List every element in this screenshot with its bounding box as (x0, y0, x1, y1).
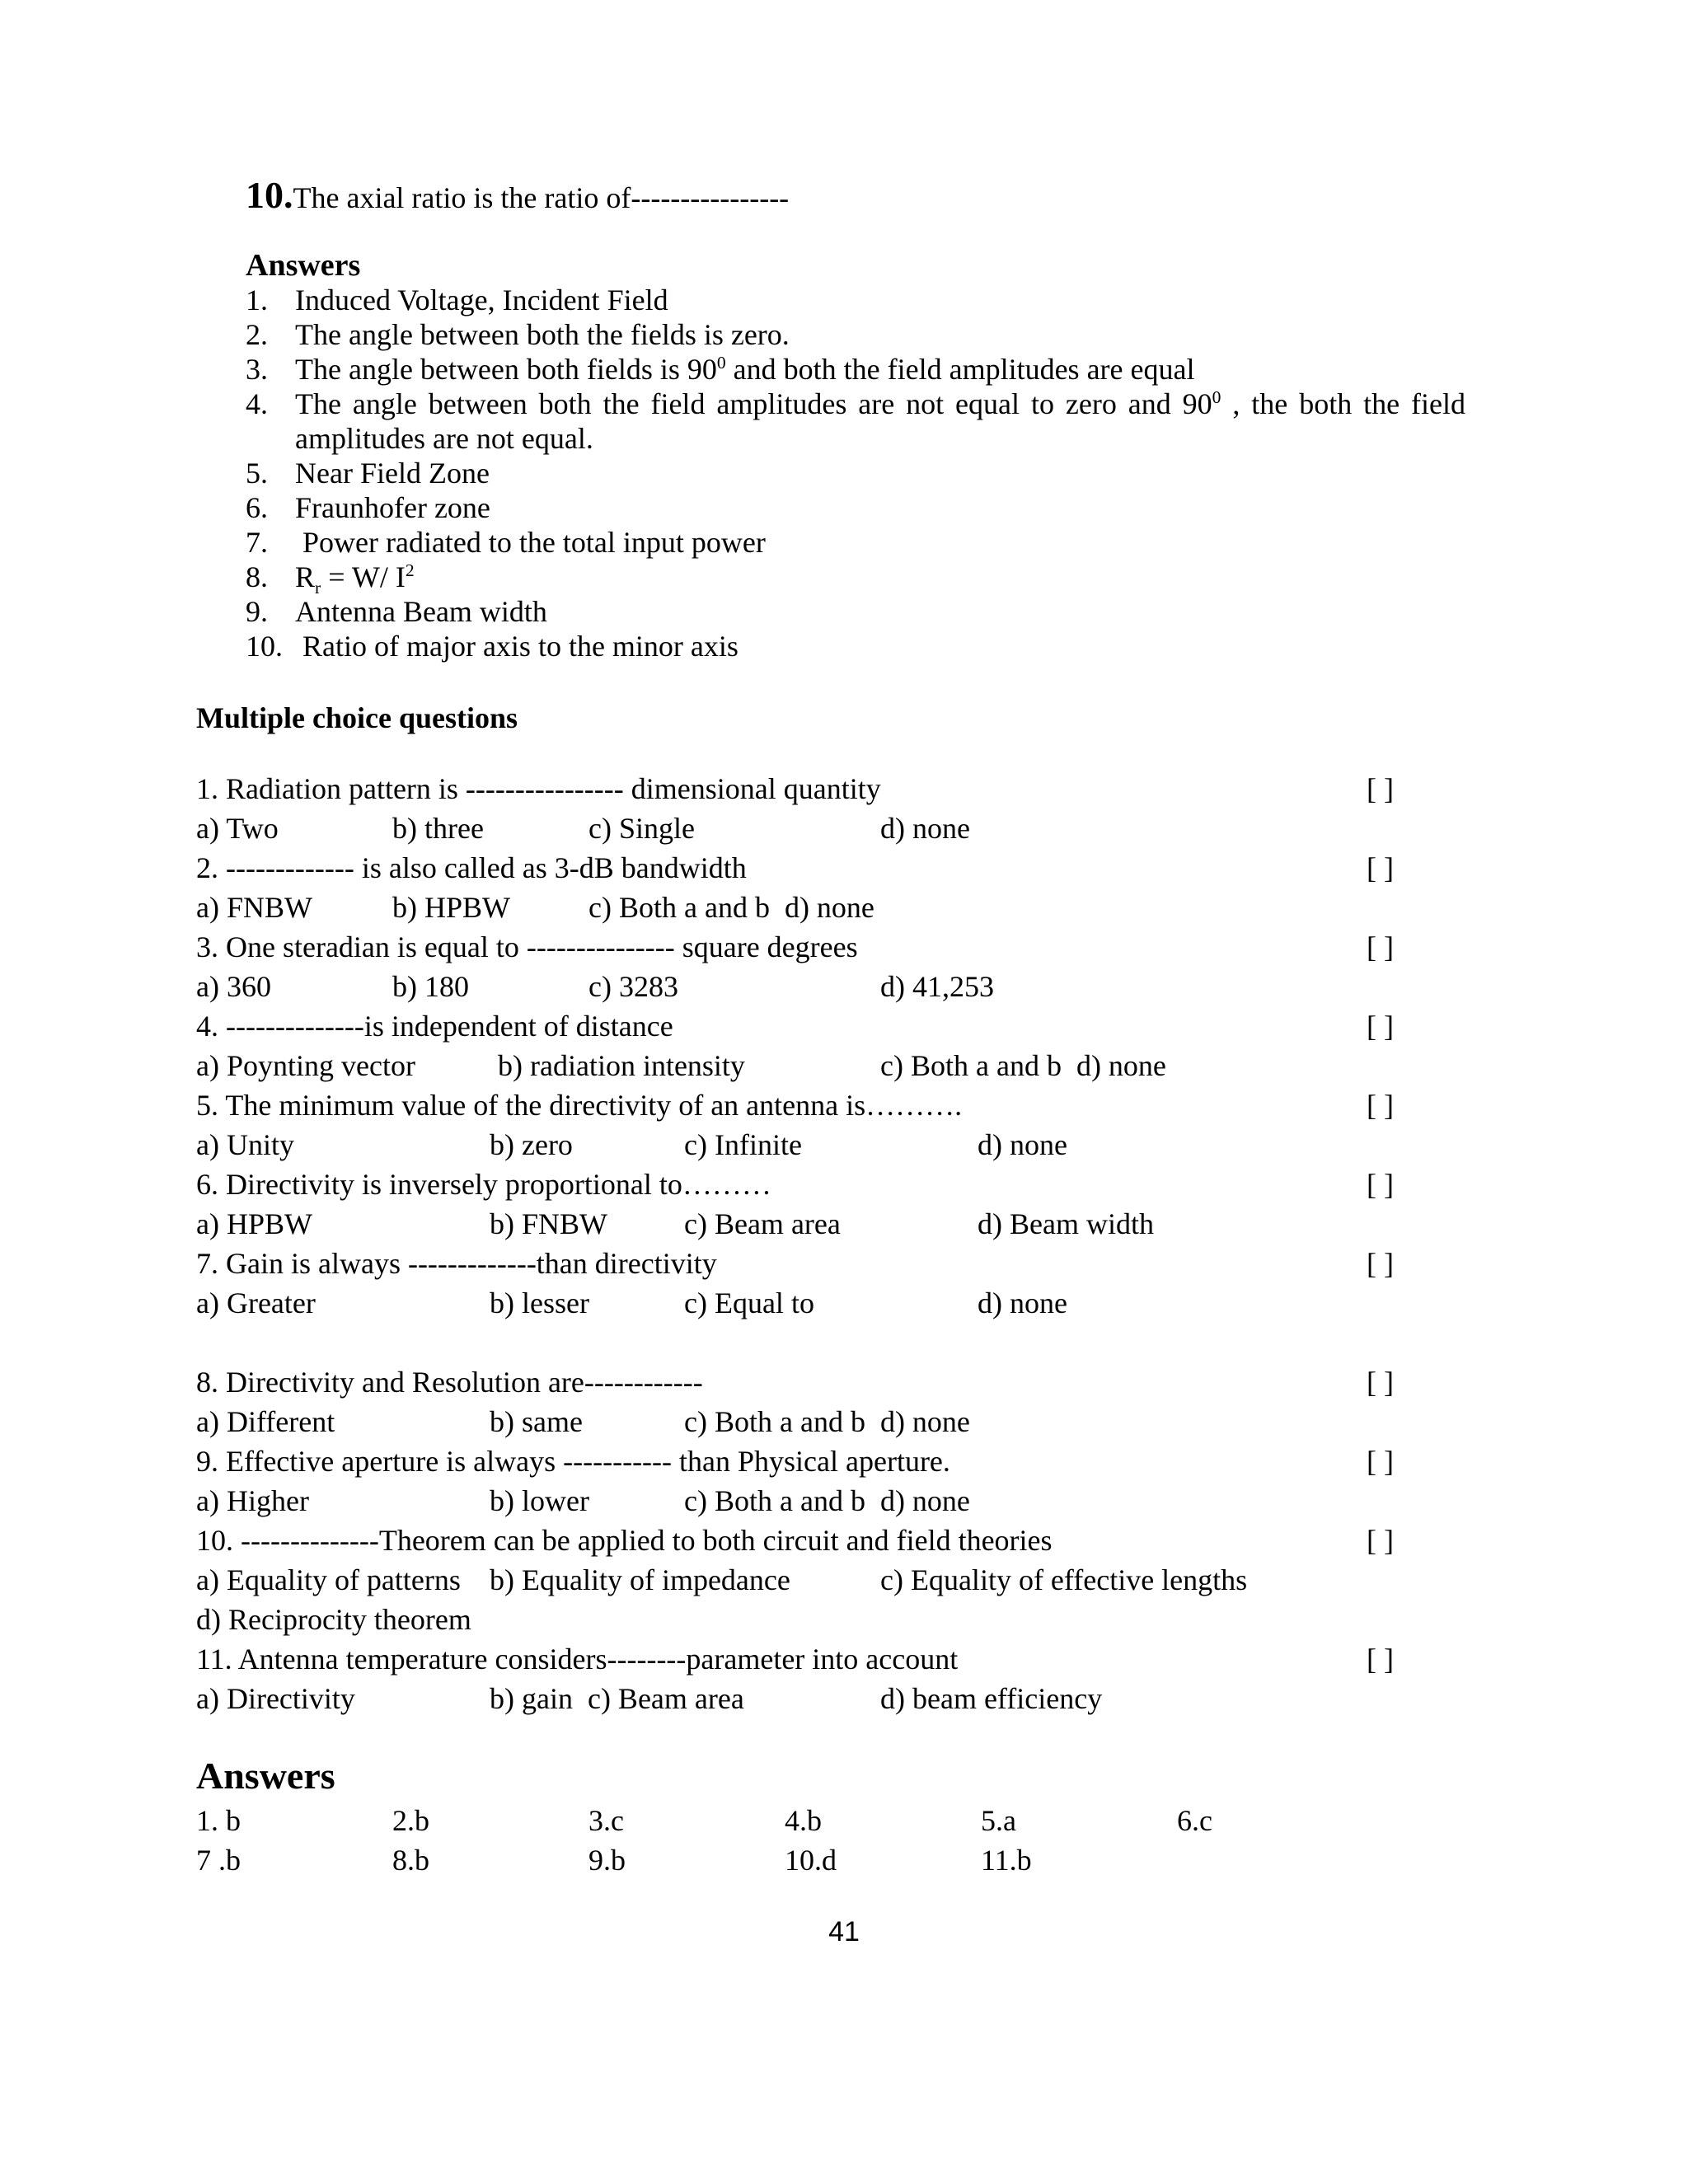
question-line (196, 1006, 1482, 1046)
answer-bracket: [ ] (1367, 1010, 1394, 1043)
question-text: 1. Radiation pattern is ---------------- dimensional quantity (196, 772, 881, 805)
option-b: b) HPBW (392, 891, 510, 924)
option-c: c) Both a and b d) none (684, 1484, 970, 1517)
options-line (196, 1560, 1482, 1600)
list-item (246, 283, 1465, 317)
options-line (196, 1600, 1482, 1639)
item-number: 1. (246, 284, 268, 316)
list-item (246, 525, 1465, 560)
text-part: The angle between both the field amplitudes are not equal to zero and 90 (295, 387, 1212, 420)
options-line (196, 1204, 1482, 1244)
answer-bracket: [ ] (1367, 1643, 1394, 1675)
item-text: The angle between both the fields is zero. (295, 318, 790, 351)
option-a: a) Poynting vector (196, 1049, 415, 1082)
answer-bracket: [ ] (1367, 1524, 1394, 1557)
option-b: b) same (490, 1405, 583, 1438)
option-c: c) 3283 (588, 970, 678, 1003)
answer-key-item: 6.c (1177, 1804, 1212, 1837)
item-text: Ratio of major axis to the minor axis (295, 630, 738, 663)
option-b: b) lesser (490, 1286, 589, 1319)
option-b: b) 180 (392, 970, 469, 1003)
option-b: b) radiation intensity (498, 1049, 745, 1082)
option-a: a) Directivity (196, 1682, 355, 1715)
answer-bracket: [ ] (1367, 1089, 1394, 1122)
question-line (196, 1362, 1482, 1402)
option-a: a) Two (196, 812, 279, 845)
subscript: r (315, 578, 321, 598)
item-text (295, 560, 1465, 598)
item-number: 9. (246, 595, 268, 628)
answer-key-row (196, 1801, 1268, 1840)
answer-key-item: 5.a (981, 1804, 1016, 1837)
question-line (196, 769, 1482, 808)
option-b: b) zero (490, 1128, 573, 1161)
superscript: 0 (716, 353, 726, 373)
item-number: 5. (246, 457, 268, 490)
option-a: a) FNBW (196, 891, 312, 924)
answer-bracket: [ ] (1367, 1445, 1394, 1478)
answer-key-item: 10.d (785, 1844, 837, 1877)
answer-bracket: [ ] (1367, 851, 1394, 884)
option-b: b) gain c) Beam area (490, 1682, 744, 1715)
page-number: 41 (828, 1916, 860, 1947)
question-text: 2. ------------- is also called as 3-dB bandwidth (196, 851, 747, 884)
answer-key (196, 1801, 1268, 1880)
option-b: b) Equality of impedance (490, 1563, 790, 1596)
options-line (196, 808, 1482, 848)
option-c: c) Beam area (684, 1207, 841, 1240)
symbol-r: R (295, 560, 316, 593)
question-text: 6. Directivity is inversely proportional to……… (196, 1168, 771, 1201)
question-text: 7. Gain is always -------------than directivity (196, 1247, 717, 1280)
item-text: Near Field Zone (295, 457, 490, 490)
text-part: The angle between both fields is 90 (295, 353, 717, 386)
option-c: c) Infinite (684, 1128, 802, 1161)
list-item (246, 387, 1465, 456)
answer-bracket: [ ] (1367, 1247, 1394, 1280)
list-item (246, 594, 1465, 629)
item-number: 3. (246, 353, 268, 386)
answers-list (246, 283, 1465, 663)
option-d: d) 41,253 (880, 970, 994, 1003)
question-line (196, 1244, 1482, 1283)
item-number: 2. (246, 318, 268, 351)
item-text (295, 387, 1465, 456)
item-text (295, 352, 1465, 387)
option-d: d) Reciprocity theorem (196, 1603, 471, 1636)
item-number: 6. (246, 491, 268, 524)
item-text: Antenna Beam width (295, 595, 547, 628)
question-text: 5. The minimum value of the directivity of an antenna is………. (196, 1089, 963, 1122)
option-a: a) Equality of patterns (196, 1563, 461, 1596)
superscript: 0 (1212, 387, 1221, 407)
item-text: Induced Voltage, Incident Field (295, 284, 668, 316)
options-line (196, 967, 1482, 1006)
mcq-heading: Multiple choice questions (196, 701, 518, 734)
options-line (196, 888, 1482, 927)
list-item (246, 317, 1465, 352)
option-d: d) Beam width (978, 1207, 1154, 1240)
options-line (196, 1125, 1482, 1165)
question-text: 8. Directivity and Resolution are------------ (196, 1366, 703, 1399)
answer-key-row (196, 1840, 1268, 1880)
answer-key-item: 8.b (392, 1844, 429, 1877)
option-a: a) Different (196, 1405, 335, 1438)
question-text: 3. One steradian is equal to --------------- square degrees (196, 930, 858, 963)
options-line (196, 1679, 1482, 1718)
answer-key-item: 3.c (588, 1804, 624, 1837)
option-c: c) Equal to (684, 1286, 814, 1319)
answer-key-item: 1. b (196, 1804, 241, 1837)
text-part: and both the field amplitudes are equal (725, 353, 1195, 386)
question-line (196, 1521, 1482, 1560)
option-a: a) HPBW (196, 1207, 312, 1240)
question-text: 10. --------------Theorem can be applied to both circuit and field theories (196, 1524, 1053, 1557)
answer-key-item: 4.b (785, 1804, 822, 1837)
list-item (246, 456, 1465, 490)
option-a: a) Higher (196, 1484, 309, 1517)
option-a: a) Greater (196, 1286, 316, 1319)
answers-heading: Answers (246, 248, 361, 283)
item-text: Power radiated to the total input power (295, 526, 766, 559)
option-a: a) Unity (196, 1128, 294, 1161)
item-number: 7. (246, 526, 268, 559)
answer-bracket: [ ] (1367, 772, 1394, 805)
list-item (246, 629, 1465, 663)
option-b: b) three (392, 812, 484, 845)
options-line (196, 1283, 1482, 1323)
text-part: = W/ I (321, 560, 406, 593)
item-number: 4. (246, 387, 268, 420)
option-d: d) none (978, 1286, 1067, 1319)
question-text: The axial ratio is the ratio of---------------- (293, 181, 790, 214)
option-c: c) Both a and b d) none (684, 1405, 970, 1438)
answer-key-item: 11.b (981, 1844, 1032, 1877)
answer-key-heading: Answers (196, 1755, 335, 1797)
answer-key-item: 9.b (588, 1844, 626, 1877)
item-text: Fraunhofer zone (295, 491, 490, 524)
list-item (246, 560, 1465, 598)
option-b: b) lower (490, 1484, 589, 1517)
item-number: 8. (246, 560, 268, 593)
option-c: c) Single (588, 812, 695, 845)
question-text: 9. Effective aperture is always ----------- than Physical aperture. (196, 1445, 950, 1478)
option-d: d) none (880, 812, 970, 845)
answer-bracket: [ ] (1367, 930, 1394, 963)
option-c: c) Both a and b d) none (588, 891, 874, 924)
question-line (196, 848, 1482, 888)
options-line (196, 1402, 1482, 1441)
answer-key-item: 2.b (392, 1804, 429, 1837)
option-d: d) none (978, 1128, 1067, 1161)
answer-bracket: [ ] (1367, 1168, 1394, 1201)
question-line (196, 1165, 1482, 1204)
option-d: d) beam efficiency (880, 1682, 1103, 1715)
mcq-list (196, 769, 1482, 1718)
option-b: b) FNBW (490, 1207, 607, 1240)
option-a: a) 360 (196, 970, 271, 1003)
question-text: 4. --------------is independent of distance (196, 1010, 673, 1043)
options-line (196, 1046, 1482, 1085)
text-part: , the both the field amplitudes are not equal. (295, 387, 1466, 455)
question-line (196, 1085, 1482, 1125)
superscript: 2 (405, 560, 415, 580)
option-c: c) Both a and b d) none (880, 1049, 1166, 1082)
question-text: 11. Antenna temperature considers--------parameter into account (196, 1643, 959, 1675)
options-line (196, 1481, 1482, 1521)
question-line (196, 927, 1482, 967)
list-item (246, 352, 1465, 387)
question-10 (246, 173, 789, 217)
option-c: c) Equality of effective lengths (880, 1563, 1248, 1596)
question-line (196, 1441, 1482, 1481)
question-number: 10. (246, 174, 293, 216)
item-number: 10. (246, 630, 283, 663)
answer-bracket: [ ] (1367, 1366, 1394, 1399)
answer-key-item: 7 .b (196, 1844, 241, 1877)
question-line (196, 1639, 1482, 1679)
list-item (246, 490, 1465, 525)
